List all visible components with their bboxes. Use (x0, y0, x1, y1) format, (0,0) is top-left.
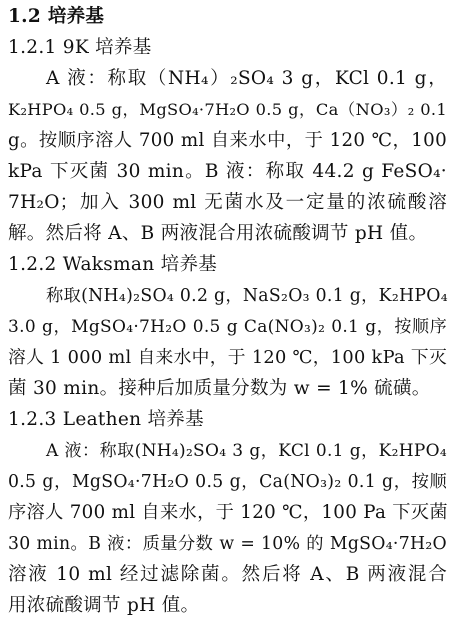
paragraph-line: 解。然后将 A、B 两液混合用浓硫酸调节 pH 值。 (8, 223, 428, 244)
paragraph-line: 30 min。B 液：质量分数 w = 10% 的 MgSO₄·7H₂O (8, 534, 447, 554)
paragraph-line: 菌 30 min。接种后加质量分数为 w = 1% 硫磺。 (8, 378, 431, 399)
paragraph-line: K₂HPO₄ 0.5 g，MgSO₄·7H₂O 0.5 g，Ca（NO₃）₂ 0.1 (8, 100, 447, 119)
paragraph-line: A 液：称取（NH₄）₂SO₄ 3 g，KCl 0.1 g， (46, 68, 447, 89)
section-heading-1-2: 1.2 培养基 (8, 6, 105, 27)
paragraph-line: g。按顺序溶人 700 ml 自来水中，于 120 ℃，100 (8, 130, 447, 151)
subsection-heading-waksman-medium: 1.2.2 Waksman 培养基 (8, 254, 218, 275)
subsection-heading-leathen-medium: 1.2.3 Leathen 培养基 (8, 409, 204, 430)
paragraph-line: 称取(NH₄)₂SO₄ 0.2 g，NaS₂O₃ 0.1 g，K₂HPO₄ (46, 286, 448, 306)
paragraph-line: A 液：称取(NH₄)₂SO₄ 3 g，KCl 0.1 g，K₂HPO₄ (46, 441, 447, 461)
paragraph-line: 溶人 1 000 ml 自来水中，于 120 ℃，100 kPa 下灭 (8, 348, 447, 368)
paragraph-line: kPa 下灭菌 30 min。B 液：称取 44.2 g FeSO₄· (8, 161, 447, 182)
paragraph-line: 3.0 g，MgSO₄·7H₂O 0.5 g Ca(NO₃)₂ 0.1 g，按顺序 (8, 317, 447, 337)
paragraph-line: 7H₂O；加入 300 ml 无菌水及一定量的浓硫酸溶 (8, 192, 447, 213)
paragraph-line: 用浓硫酸调节 pH 值。 (8, 595, 200, 616)
paragraph-line: 溶液 10 ml 经过滤除菌。然后将 A、B 两液混合 (8, 564, 447, 585)
paragraph-line: 序溶人 700 ml 自来水，于 120 ℃，100 Pa 下灭菌 (8, 502, 448, 523)
subsection-heading-9k-medium: 1.2.1 9K 培养基 (8, 37, 152, 58)
paragraph-line: 0.5 g，MgSO₄·7H₂O 0.5 g，Ca(NO₃)₂ 0.1 g，按顺 (8, 472, 447, 492)
